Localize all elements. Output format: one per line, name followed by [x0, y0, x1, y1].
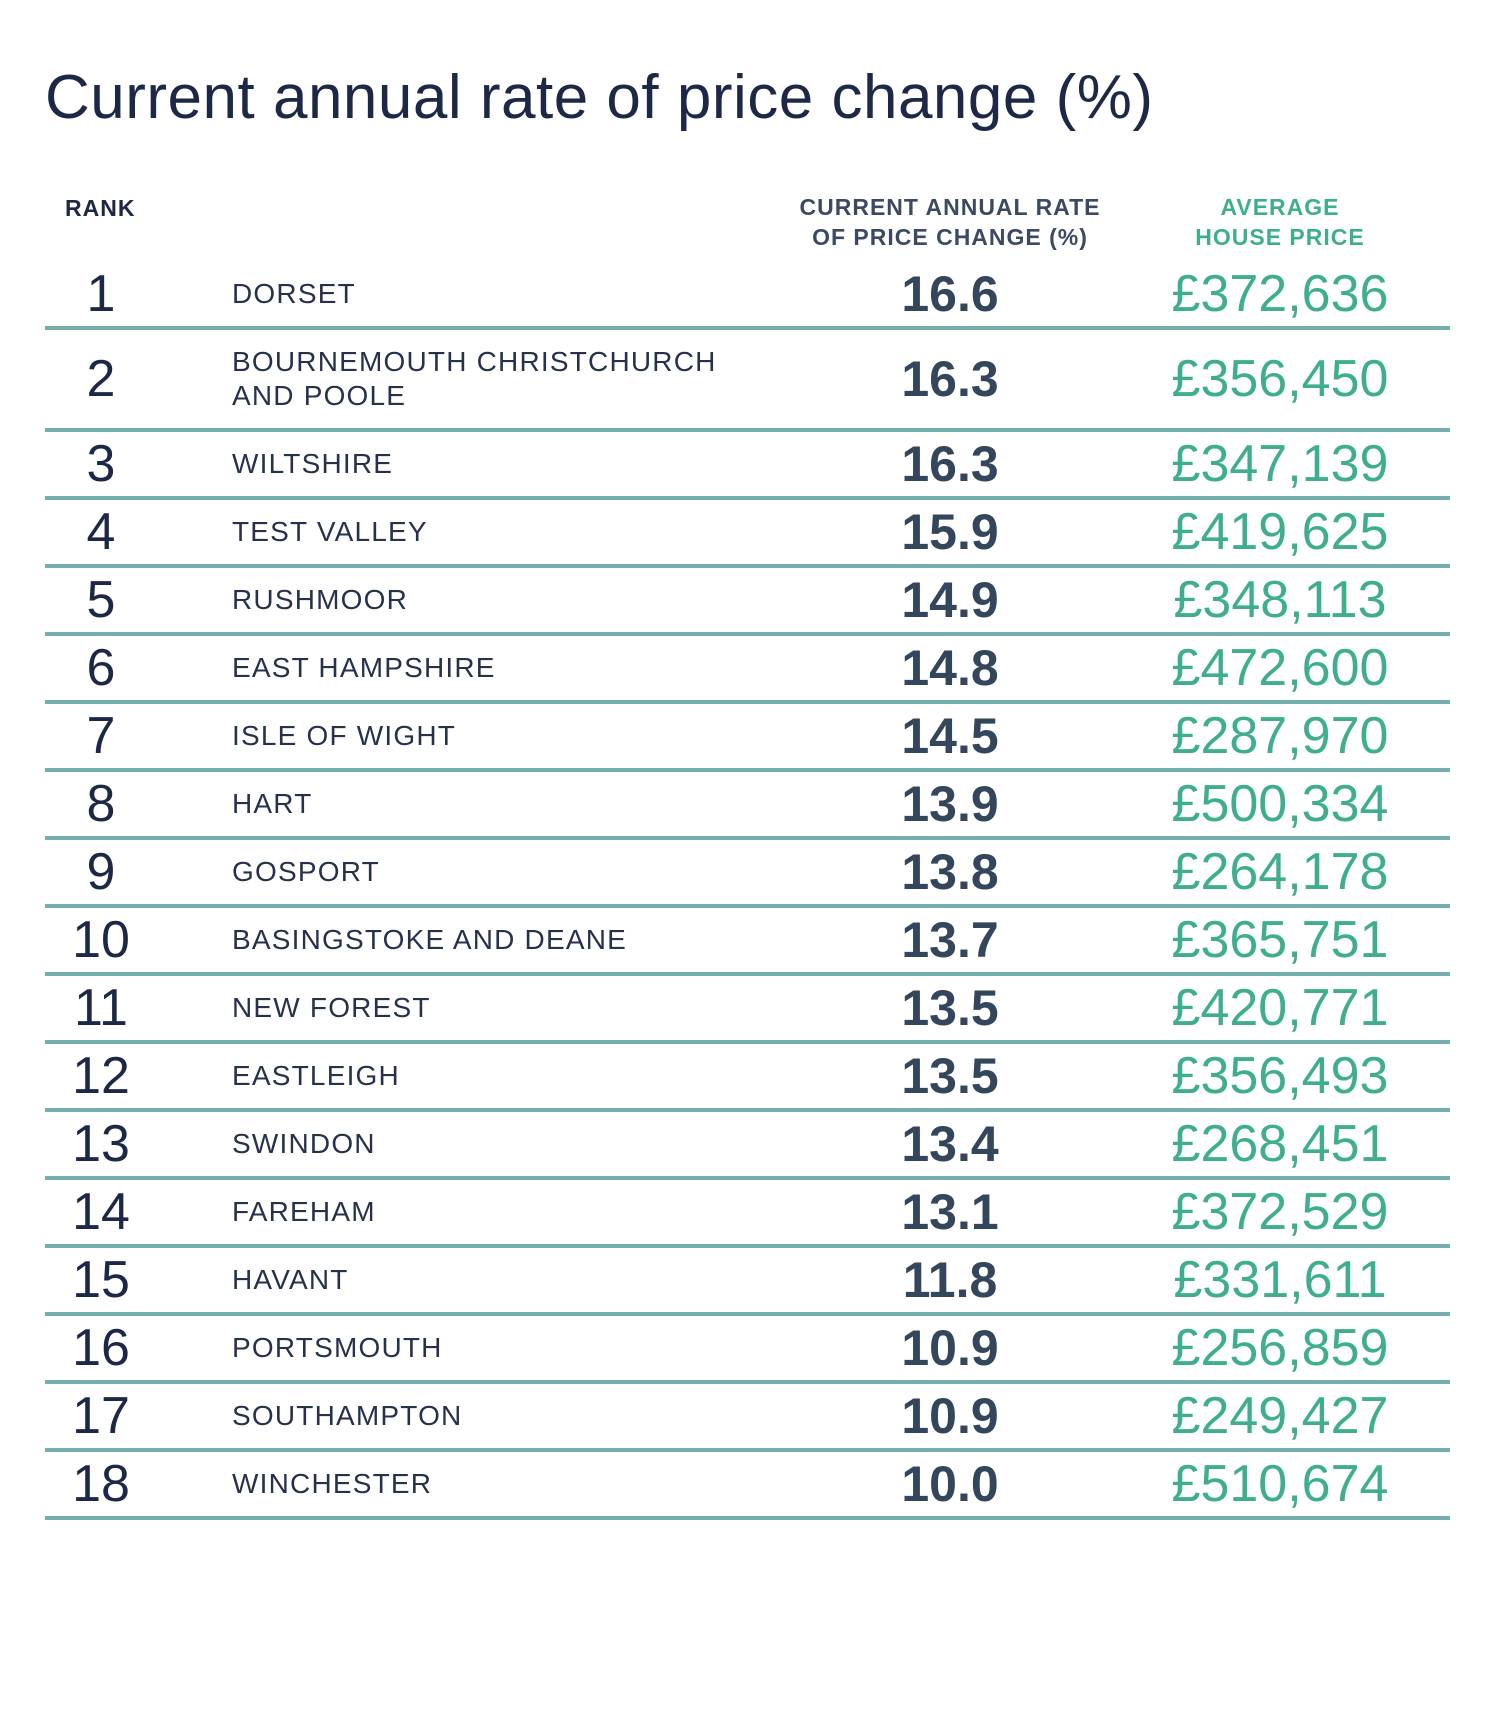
- table-row: [45, 840, 1450, 908]
- district-name-cell: RUSHMOOR: [232, 584, 409, 615]
- district-name-cell: BASINGSTOKE AND DEANE: [232, 924, 628, 955]
- rate-cell: 16.6: [901, 266, 999, 322]
- price-cell: £420,771: [1171, 979, 1389, 1037]
- price-cell: £419,625: [1171, 503, 1389, 561]
- rank-cell: 1: [86, 265, 116, 323]
- price-cell: £331,611: [1173, 1251, 1387, 1309]
- district-name-cell: EAST HAMPSHIRE: [232, 652, 496, 683]
- table-row: [45, 704, 1450, 772]
- rate-cell: 13.5: [901, 1048, 999, 1104]
- district-name-cell: NEW FOREST: [232, 992, 431, 1023]
- rate-column-header: CURRENT ANNUAL RATE OF PRICE CHANGE (%): [799, 194, 1101, 250]
- rank-cell: 8: [86, 775, 116, 833]
- rank-cell: 18: [72, 1455, 130, 1513]
- table-row: [45, 976, 1450, 1044]
- rate-cell: 13.1: [901, 1184, 999, 1240]
- rank-cell: 4: [86, 503, 116, 561]
- table-row: [45, 1112, 1450, 1180]
- district-name-cell: DORSET: [232, 278, 356, 309]
- rate-cell: 14.8: [901, 640, 999, 696]
- district-name-cell: TEST VALLEY: [232, 516, 428, 547]
- page-title: Current annual rate of price change (%): [45, 63, 1154, 132]
- rate-cell: 13.7: [901, 912, 999, 968]
- rate-cell: 13.5: [901, 980, 999, 1036]
- rank-cell: 3: [86, 435, 116, 493]
- rank-cell: 14: [72, 1183, 130, 1241]
- rate-cell: 14.9: [901, 572, 999, 628]
- rate-cell: 13.9: [901, 776, 999, 832]
- table-row: [45, 636, 1450, 704]
- rate-cell: 10.9: [901, 1320, 999, 1376]
- district-name-cell: SWINDON: [232, 1128, 376, 1159]
- rate-cell: 10.9: [901, 1388, 999, 1444]
- rank-cell: 15: [72, 1251, 130, 1309]
- table-row: [45, 568, 1450, 636]
- table-row: [45, 262, 1450, 330]
- table-row: [45, 432, 1450, 500]
- table-row: [45, 1316, 1450, 1384]
- table-row: [45, 330, 1450, 432]
- rank-column-header: RANK: [65, 195, 136, 221]
- price-cell: £249,427: [1171, 1387, 1389, 1445]
- table-row: [45, 1384, 1450, 1452]
- price-cell: £372,636: [1171, 265, 1389, 323]
- district-name-cell: WILTSHIRE: [232, 448, 394, 479]
- rate-cell: 10.0: [901, 1456, 999, 1512]
- district-name-cell: HART: [232, 788, 313, 819]
- district-name-cell: SOUTHAMPTON: [232, 1400, 463, 1431]
- table-row: [45, 908, 1450, 976]
- rank-cell: 16: [72, 1319, 130, 1377]
- district-name-cell: GOSPORT: [232, 856, 380, 887]
- rank-cell: 2: [86, 350, 116, 408]
- rate-cell: 13.4: [901, 1116, 999, 1172]
- district-name-cell: WINCHESTER: [232, 1468, 433, 1499]
- rank-cell: 7: [86, 707, 116, 765]
- price-cell: £356,450: [1171, 350, 1389, 408]
- district-name-cell: PORTSMOUTH: [232, 1332, 443, 1363]
- price-column-header: AVERAGE HOUSE PRICE: [1195, 194, 1365, 250]
- table-row: [45, 1248, 1450, 1316]
- price-cell: £356,493: [1171, 1047, 1389, 1105]
- table-row: [45, 500, 1450, 568]
- rank-cell: 9: [86, 843, 116, 901]
- rate-cell: 14.5: [901, 708, 999, 764]
- district-name-cell: ISLE OF WIGHT: [232, 720, 457, 751]
- table-row: [45, 1044, 1450, 1112]
- rank-cell: 11: [74, 979, 128, 1037]
- district-name-cell: EASTLEIGH: [232, 1060, 400, 1091]
- district-name-cell: HAVANT: [232, 1264, 349, 1295]
- rate-cell: 13.8: [901, 844, 999, 900]
- price-cell: £500,334: [1171, 775, 1389, 833]
- rank-cell: 5: [86, 571, 116, 629]
- price-cell: £347,139: [1171, 435, 1389, 493]
- table-row: [45, 1452, 1450, 1520]
- price-cell: £264,178: [1171, 843, 1389, 901]
- rank-cell: 10: [72, 911, 130, 969]
- price-cell: £256,859: [1171, 1319, 1389, 1377]
- rank-cell: 17: [72, 1387, 130, 1445]
- rate-cell: 16.3: [901, 351, 999, 407]
- price-cell: £472,600: [1171, 639, 1389, 697]
- rate-cell: 15.9: [901, 504, 999, 560]
- rank-cell: 12: [72, 1047, 130, 1105]
- price-cell: £372,529: [1171, 1183, 1389, 1241]
- rank-cell: 13: [72, 1115, 130, 1173]
- price-cell: £510,674: [1171, 1455, 1389, 1513]
- table-row: [45, 1180, 1450, 1248]
- rate-cell: 11.8: [902, 1252, 998, 1308]
- table-row: [45, 772, 1450, 840]
- price-change-table: [45, 262, 1450, 1520]
- district-name-cell: FAREHAM: [232, 1196, 376, 1227]
- price-cell: £287,970: [1171, 707, 1389, 765]
- district-name-cell: BOURNEMOUTH CHRISTCHURCH AND POOLE: [232, 346, 717, 411]
- price-cell: £268,451: [1171, 1115, 1389, 1173]
- price-cell: £348,113: [1173, 571, 1387, 629]
- rate-cell: 16.3: [901, 436, 999, 492]
- rank-cell: 6: [86, 639, 116, 697]
- price-cell: £365,751: [1171, 911, 1389, 969]
